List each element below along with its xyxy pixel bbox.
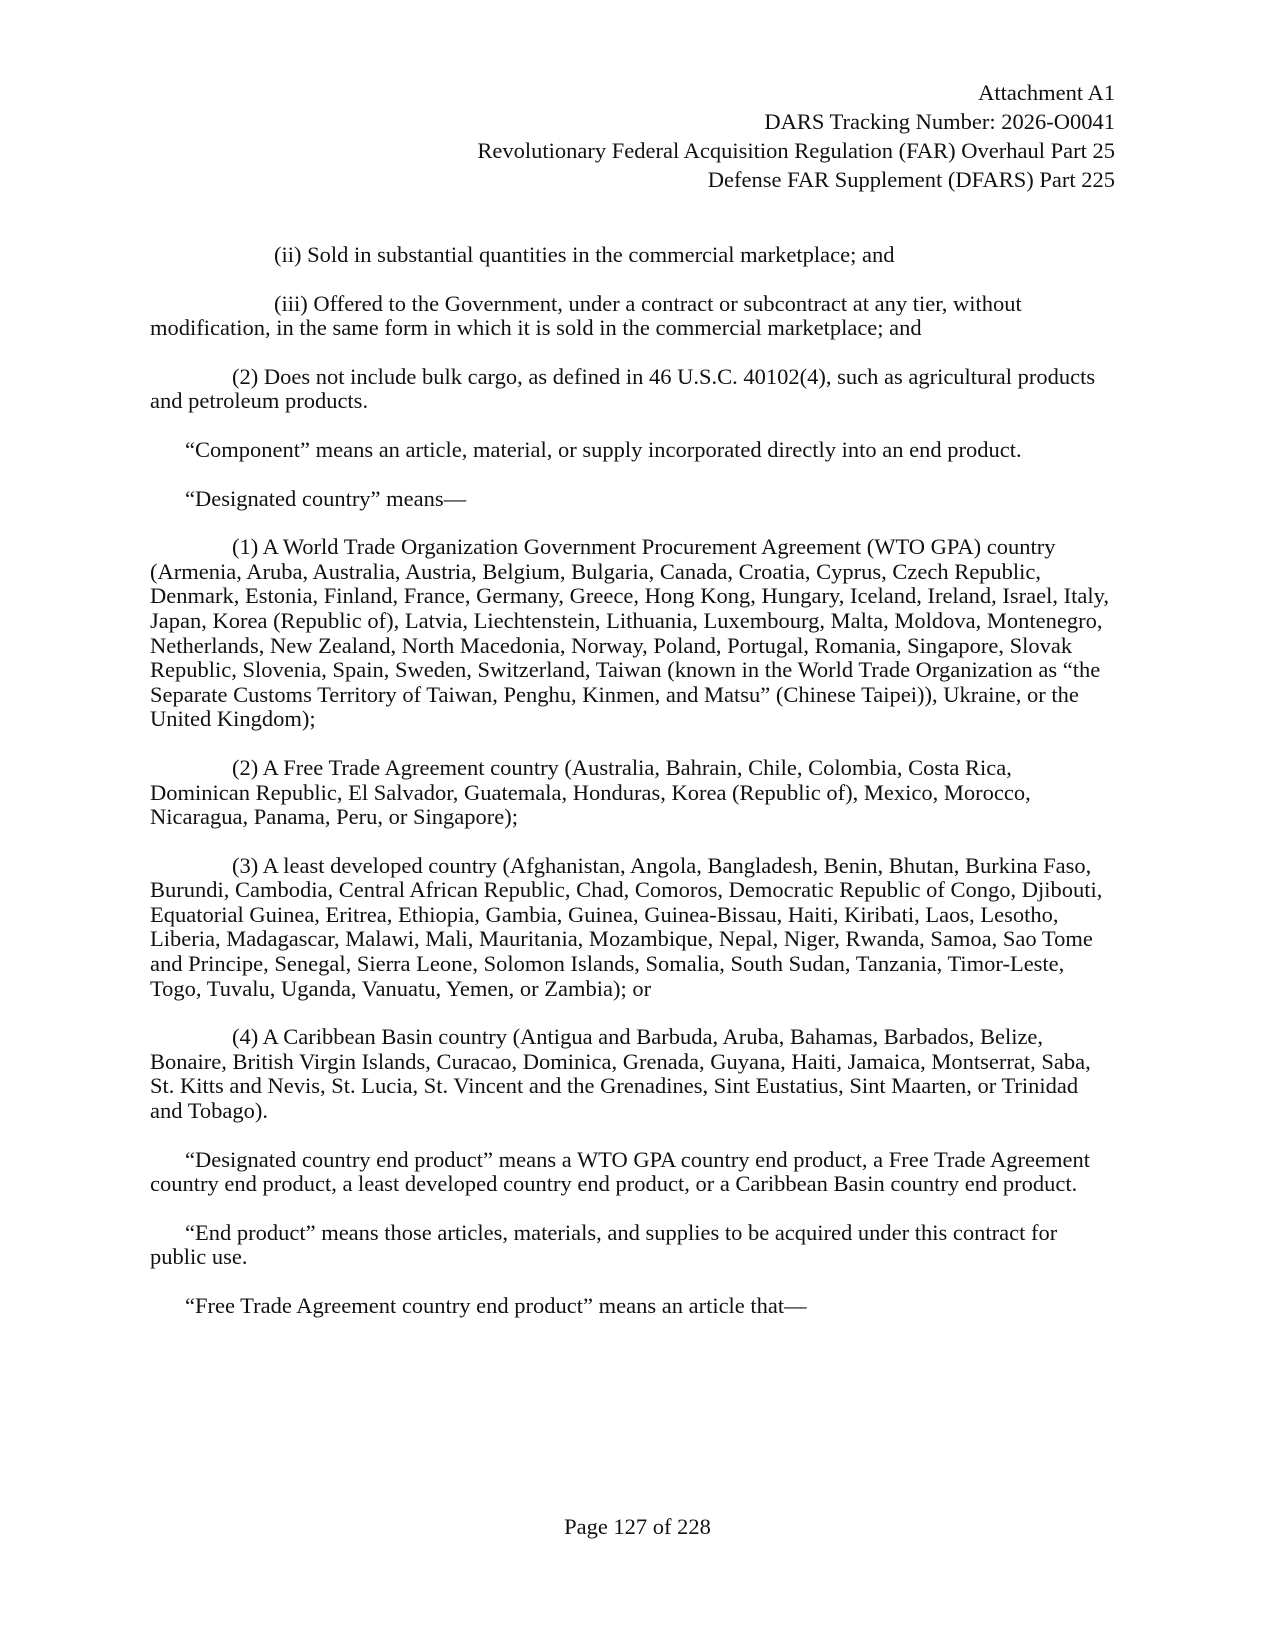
paragraph-sold-substantial: (ii) Sold in substantial quantities in the commercial marketplace; and xyxy=(274,242,895,267)
header-attachment: Attachment A1 xyxy=(978,80,1115,105)
definition-fta-country-end-product: “Free Trade Agreement country end product” means an article that— xyxy=(185,1293,807,1318)
header-far-part: Revolutionary Federal Acquisition Regulation (FAR) Overhaul Part 25 xyxy=(477,138,1115,163)
paragraph-bulk-cargo: (2) Does not include bulk cargo, as defined in 46 U.S.C. 40102(4), such as agricultural products and petroleum products. xyxy=(150,363,1096,414)
paragraph-wto-gpa-country: (1) A World Trade Organization Government Procurement Agreement (WTO GPA) country (Armenia, Aruba, Australia, Austria, Belgium, Bulgaria, Canada, Croatia, Cyprus, Czech Republic, Denmark, Estonia, Finland, France, Germany, Greece, Hong Kong, Hungary, Iceland, Ireland, Israel, Italy, Japan, Korea (Republic of), Latvia, Liechtenstein, Lithuania, Luxembourg, Malta, Moldova, Montenegro, Netherlands, New Zealand, North Macedonia, Norway, Poland, Portugal, Romania, Singapore, Slovak Republic, Slovenia, Spain, Sweden, Switzerland, Taiwan (known in the World Trade Organization as “the Separate Customs Territory of Taiwan, Penghu, Kinmen, and Matsu” (Chinese Taipei)), Ukraine, or the United Kingdom); xyxy=(150,534,1110,732)
header-tracking-number: DARS Tracking Number: 2026-O0041 xyxy=(764,109,1115,134)
paragraph-offered-to-government: (iii) Offered to the Government, under a contract or subcontract at any tier, without modification, in the same form in which it is sold in the commercial marketplace; and xyxy=(150,290,1022,341)
definition-designated-country-end-product: “Designated country end product” means a WTO GPA country end product, a Free Trade Agreement country end product, a least developed country end product, or a Caribbean Basin country end product. xyxy=(150,1146,1090,1197)
definition-designated-country: “Designated country” means— xyxy=(185,485,467,511)
definition-end-product: “End product” means those articles, materials, and supplies to be acquired under this contract for public use. xyxy=(150,1219,1058,1270)
paragraph-least-developed-country: (3) A least developed country (Afghanistan, Angola, Bangladesh, Benin, Bhutan, Burkina Faso, Burundi, Cambodia, Central African Republic, Chad, Comoros, Democratic Republic of Congo, Djibouti, Equatorial Guinea, Eritrea, Ethiopia, Gambia, Guinea, Guinea-Bissau, Haiti, Kiribati, Laos, Lesotho, Liberia, Madagascar, Malawi, Mali, Mauritania, Mozambique, Nepal, Niger, Rwanda, Samoa, Sao Tome and Principe, Senegal, Sierra Leone, Solomon Islands, Somalia, South Sudan, Tanzania, Timor-Leste, Togo, Tuvalu, Uganda, Vanuatu, Yemen, or Zambia); or xyxy=(150,852,1103,1001)
paragraph-caribbean-basin-country: (4) A Caribbean Basin country (Antigua and Barbuda, Aruba, Bahamas, Barbados, Belize, Bonaire, British Virgin Islands, Curacao, Dominica, Grenada, Guyana, Haiti, Jamaica, Montserrat, Saba, St. Kitts and Nevis, St. Lucia, St. Vincent and the Grenadines, Sint Eustatius, Sint Maarten, or Trinidad and Tobago). xyxy=(150,1024,1091,1124)
definition-component: “Component” means an article, material, or supply incorporated directly into an end product. xyxy=(185,436,1022,462)
page-header xyxy=(477,78,1115,194)
page-number: Page 127 of 228 xyxy=(564,1514,711,1539)
paragraph-free-trade-country: (2) A Free Trade Agreement country (Australia, Bahrain, Chile, Colombia, Costa Rica, Dominican Republic, El Salvador, Guatemala, Honduras, Korea (Republic of), Mexico, Morocco, Nicaragua, Panama, Peru, or Singapore); xyxy=(150,754,1031,830)
document-body xyxy=(150,243,1110,1343)
header-dfars-part: Defense FAR Supplement (DFARS) Part 225 xyxy=(707,167,1115,192)
